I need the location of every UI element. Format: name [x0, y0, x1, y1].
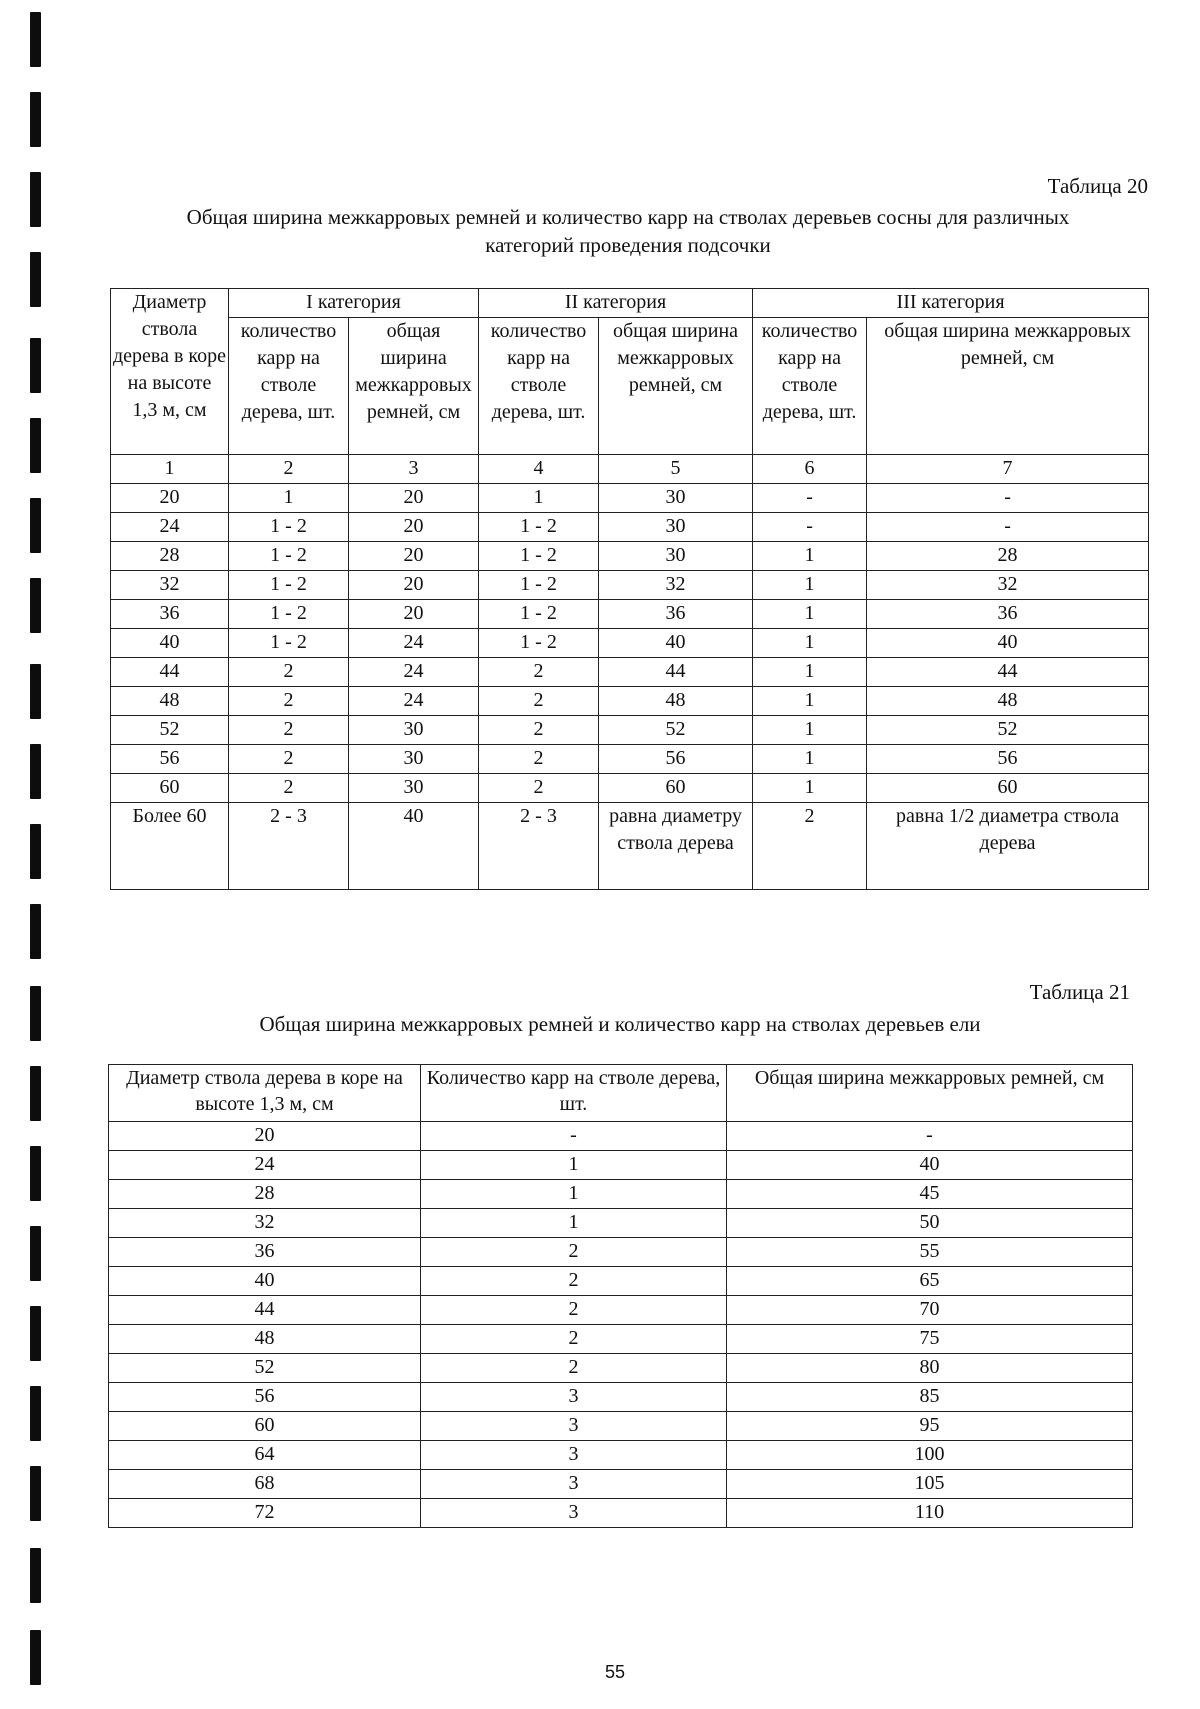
table-cell: 24	[109, 1151, 421, 1180]
table-cell: 1	[753, 774, 867, 803]
table-cell: 1	[753, 600, 867, 629]
table-row	[109, 1325, 1133, 1354]
table-cell: 24	[349, 629, 479, 658]
table-cell: 36	[599, 600, 753, 629]
column-number: 1	[111, 455, 229, 484]
table-cell: 65	[727, 1267, 1133, 1296]
table-cell: 2	[753, 803, 867, 890]
table-cell: 1 - 2	[229, 542, 349, 571]
table-21-body	[109, 1122, 1133, 1528]
table-cell: 52	[111, 716, 229, 745]
table-cell: 2	[421, 1354, 727, 1383]
table-cell: 20	[109, 1122, 421, 1151]
table-row	[109, 1122, 1133, 1151]
table-cell: 30	[599, 484, 753, 513]
table-cell: 2	[421, 1267, 727, 1296]
table-cell: -	[867, 513, 1149, 542]
table-cell: -	[421, 1122, 727, 1151]
diameter-header: Диаметр ствола дерева в коре на высоте 1,3 м, см	[111, 289, 229, 455]
table-cell: 1	[753, 658, 867, 687]
column-number: 2	[229, 455, 349, 484]
table-cell: 1 - 2	[229, 571, 349, 600]
table-cell: 85	[727, 1383, 1133, 1412]
table-cell: 1	[753, 542, 867, 571]
table-row	[111, 600, 1149, 629]
table-cell: 1	[753, 745, 867, 774]
page-number: 55	[604, 1662, 626, 1682]
table-cell: 95	[727, 1412, 1133, 1441]
table-cell: 3	[421, 1499, 727, 1528]
table-cell: 2	[479, 658, 599, 687]
table-cell: 1 - 2	[479, 542, 599, 571]
t21-count-header: Количество карр на стволе дерева, шт.	[421, 1065, 727, 1122]
table-row	[111, 687, 1149, 716]
table-cell: 20	[349, 513, 479, 542]
table-row	[109, 1499, 1133, 1528]
table-cell: 3	[421, 1470, 727, 1499]
table-cell: 1	[753, 716, 867, 745]
table-cell: 45	[727, 1180, 1133, 1209]
table-cell: 1 - 2	[479, 629, 599, 658]
table-cell: 2	[421, 1238, 727, 1267]
table-cell: 52	[867, 716, 1149, 745]
column-number-row	[111, 455, 1149, 484]
table-cell: 24	[349, 658, 479, 687]
table-cell: 100	[727, 1441, 1133, 1470]
table-cell: 60	[599, 774, 753, 803]
table-cell: -	[867, 484, 1149, 513]
table-cell: 2	[479, 745, 599, 774]
table-cell: 48	[867, 687, 1149, 716]
table-cell: 1	[479, 484, 599, 513]
table-cell: 2	[229, 687, 349, 716]
table-row	[109, 1470, 1133, 1499]
table-cell: 70	[727, 1296, 1133, 1325]
table-cell: 2	[479, 716, 599, 745]
table-cell: 40	[867, 629, 1149, 658]
table-21-caption: Общая ширина межкарровых ремней и количество карр на стволах деревьев ели	[259, 1012, 981, 1036]
table-cell: 105	[727, 1470, 1133, 1499]
category-1-header: I категория	[229, 289, 479, 318]
table-cell: 2 - 3	[479, 803, 599, 890]
table-cell: 2	[229, 745, 349, 774]
table-cell: 40	[599, 629, 753, 658]
sub-header-2: общая ширина межкарровых ремней, см	[349, 318, 479, 455]
table-cell: 2 - 3	[229, 803, 349, 890]
table-cell: 28	[111, 542, 229, 571]
table-cell: 56	[867, 745, 1149, 774]
table-row	[109, 1209, 1133, 1238]
table-cell: 80	[727, 1354, 1133, 1383]
table-cell: 30	[349, 774, 479, 803]
table-cell: 40	[349, 803, 479, 890]
column-number: 6	[753, 455, 867, 484]
table-cell: 24	[111, 513, 229, 542]
sub-header-4: общая ширина межкарровых ремней, см	[599, 318, 753, 455]
table-cell: 2	[479, 687, 599, 716]
category-3-header: III категория	[753, 289, 1149, 318]
table-cell: -	[727, 1122, 1133, 1151]
table-cell: 48	[109, 1325, 421, 1354]
table-cell: 56	[109, 1383, 421, 1412]
table-cell: 75	[727, 1325, 1133, 1354]
table-row	[111, 745, 1149, 774]
column-number: 5	[599, 455, 753, 484]
table-cell: 1 - 2	[229, 513, 349, 542]
table-cell: 1	[421, 1180, 727, 1209]
table-row	[109, 1441, 1133, 1470]
sub-header-6: общая ширина межкарровых ремней, см	[867, 318, 1149, 455]
table-cell: 1	[753, 687, 867, 716]
table-cell: 3	[421, 1383, 727, 1412]
table-cell: 60	[109, 1412, 421, 1441]
table-cell: 3	[421, 1412, 727, 1441]
table-cell: 48	[599, 687, 753, 716]
table-cell: 1	[421, 1209, 727, 1238]
table-cell: 40	[109, 1267, 421, 1296]
table-cell: 30	[349, 745, 479, 774]
table-20-caption	[108, 203, 1148, 259]
table-cell: 28	[109, 1180, 421, 1209]
table-row	[109, 1412, 1133, 1441]
table-cell: 1	[229, 484, 349, 513]
table-cell: 3	[421, 1441, 727, 1470]
table-row	[109, 1151, 1133, 1180]
table-20-caption-line-2: категорий проведения подсочки	[485, 233, 771, 257]
table-cell: 2	[421, 1325, 727, 1354]
table-cell: 32	[111, 571, 229, 600]
table-20-label: Таблица 20	[1047, 174, 1148, 198]
table-cell: 36	[111, 600, 229, 629]
table-cell: 68	[109, 1470, 421, 1499]
table-cell: 2	[479, 774, 599, 803]
table-cell: 28	[867, 542, 1149, 571]
table-cell: 1 - 2	[229, 600, 349, 629]
category-2-header: II категория	[479, 289, 753, 318]
table-21-label: Таблица 21	[1029, 980, 1130, 1004]
table-cell: 20	[349, 542, 479, 571]
table-row	[109, 1383, 1133, 1412]
table-cell: 36	[867, 600, 1149, 629]
table-20-body	[111, 484, 1149, 890]
table-cell: 1	[753, 571, 867, 600]
table-cell: Более 60	[111, 803, 229, 890]
column-number: 4	[479, 455, 599, 484]
table-row	[109, 1296, 1133, 1325]
table-cell: 1	[421, 1151, 727, 1180]
table-cell: -	[753, 484, 867, 513]
table-cell: 60	[111, 774, 229, 803]
table-21	[108, 1064, 1133, 1528]
table-cell: 56	[599, 745, 753, 774]
table-cell: 60	[867, 774, 1149, 803]
table-row	[111, 803, 1149, 890]
table-cell: 64	[109, 1441, 421, 1470]
table-cell: 44	[109, 1296, 421, 1325]
binding-punch-marks	[30, 0, 46, 1709]
table-cell: 44	[867, 658, 1149, 687]
table-cell: 55	[727, 1238, 1133, 1267]
table-cell: 2	[229, 658, 349, 687]
table-cell: 44	[599, 658, 753, 687]
table-cell: 1 - 2	[229, 629, 349, 658]
column-number: 7	[867, 455, 1149, 484]
table-row	[111, 774, 1149, 803]
table-cell: 32	[599, 571, 753, 600]
table-cell: 72	[109, 1499, 421, 1528]
table-cell: 36	[109, 1238, 421, 1267]
sub-header-1: количество карр на стволе дерева, шт.	[229, 318, 349, 455]
table-cell: 32	[109, 1209, 421, 1238]
table-cell: 40	[727, 1151, 1133, 1180]
table-row	[109, 1354, 1133, 1383]
table-cell: 56	[111, 745, 229, 774]
table-cell: 30	[349, 716, 479, 745]
sub-header-5: количество карр на стволе дерева, шт.	[753, 318, 867, 455]
table-cell: 2	[421, 1296, 727, 1325]
table-row	[111, 484, 1149, 513]
table-20	[110, 288, 1149, 890]
table-cell: 50	[727, 1209, 1133, 1238]
table-row	[111, 513, 1149, 542]
sub-header-3: количество карр на стволе дерева, шт.	[479, 318, 599, 455]
table-cell: 20	[349, 600, 479, 629]
table-row	[109, 1180, 1133, 1209]
table-cell: 20	[349, 484, 479, 513]
column-number: 3	[349, 455, 479, 484]
table-cell: равна 1/2 диаметра ствола дерева	[867, 803, 1149, 890]
table-cell: 1 - 2	[479, 571, 599, 600]
table-cell: 20	[349, 571, 479, 600]
table-cell: 1 - 2	[479, 513, 599, 542]
t21-width-header: Общая ширина межкарровых ремней, см	[727, 1065, 1133, 1122]
table-cell: 40	[111, 629, 229, 658]
table-row	[111, 542, 1149, 571]
table-row	[109, 1238, 1133, 1267]
table-cell: 2	[229, 774, 349, 803]
table-row	[111, 571, 1149, 600]
table-row	[111, 629, 1149, 658]
table-cell: 1	[753, 629, 867, 658]
table-cell: 48	[111, 687, 229, 716]
table-cell: 32	[867, 571, 1149, 600]
table-cell: 24	[349, 687, 479, 716]
table-row	[109, 1267, 1133, 1296]
table-cell: 1 - 2	[479, 600, 599, 629]
table-20-caption-line-1: Общая ширина межкарровых ремней и количество карр на стволах деревьев сосны для различных	[186, 205, 1070, 229]
t21-diameter-header: Диаметр ствола дерева в коре на высоте 1,3 м, см	[109, 1065, 421, 1122]
table-cell: 52	[109, 1354, 421, 1383]
table-cell: 52	[599, 716, 753, 745]
table-cell: 2	[229, 716, 349, 745]
table-cell: 30	[599, 542, 753, 571]
table-cell: -	[753, 513, 867, 542]
table-row	[111, 716, 1149, 745]
table-cell: 30	[599, 513, 753, 542]
table-cell: 110	[727, 1499, 1133, 1528]
table-cell: равна диаметру ствола дерева	[599, 803, 753, 890]
table-cell: 20	[111, 484, 229, 513]
table-cell: 44	[111, 658, 229, 687]
table-row	[111, 658, 1149, 687]
